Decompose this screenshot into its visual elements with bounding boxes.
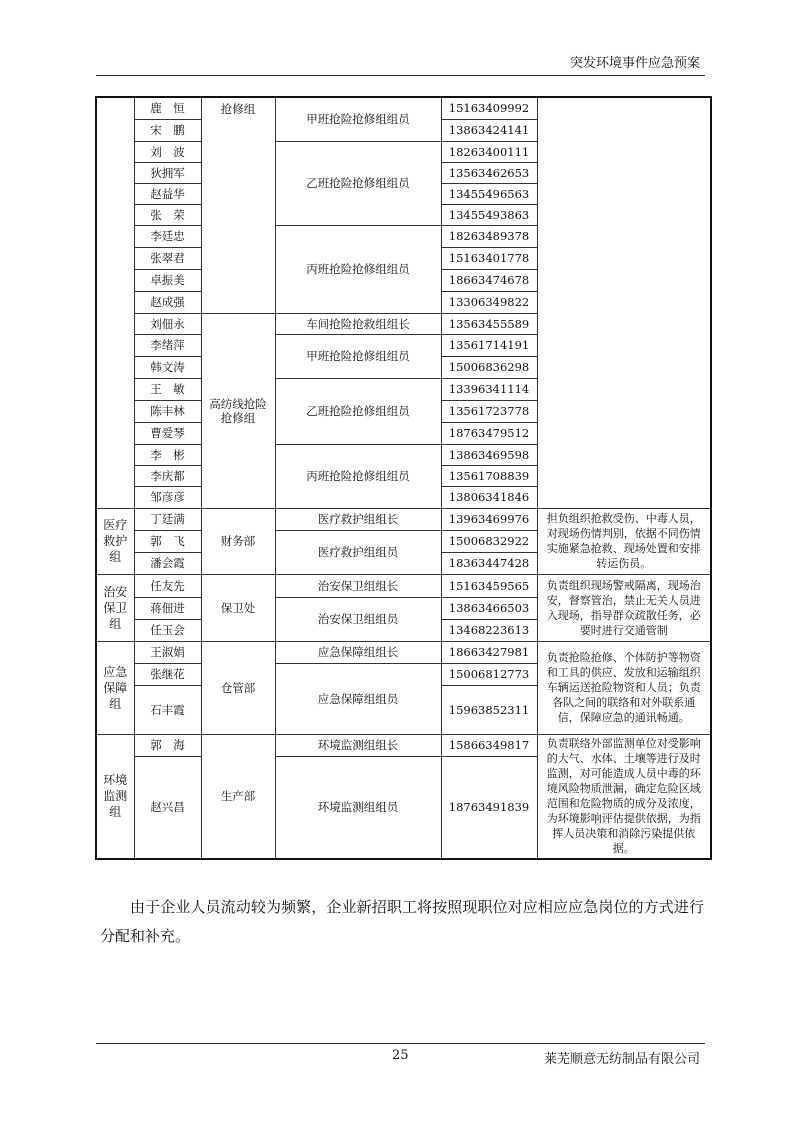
position-cell: 甲班抢险抢修组组员 [275, 334, 441, 378]
member-name: 鹿 恒 [134, 97, 201, 119]
member-name: 张 荣 [134, 204, 201, 225]
department-cell: 仓管部 [201, 641, 275, 734]
position-cell: 车间抢险抢救组组长 [275, 313, 441, 334]
member-name: 潘会霞 [134, 552, 201, 574]
member-name: 刘 波 [134, 141, 201, 162]
member-phone: 13963469976 [441, 508, 537, 530]
member-name: 王淑娟 [134, 641, 201, 663]
member-name: 李庆都 [134, 465, 201, 486]
position-cell: 环境监测组组员 [275, 756, 441, 859]
page-number: 25 [392, 1048, 409, 1063]
member-name: 邹彦彦 [134, 486, 201, 508]
position-cell: 丙班抢险抢修组组员 [275, 444, 441, 508]
member-phone: 18663474678 [441, 269, 537, 291]
member-name: 丁廷满 [134, 508, 201, 530]
position-cell: 甲班抢险抢修组组员 [275, 97, 441, 141]
member-phone: 18363447428 [441, 552, 537, 574]
member-phone: 13468223613 [441, 619, 537, 641]
member-phone: 18763491839 [441, 756, 537, 859]
header-title: 突发环境事件应急预案 [569, 56, 700, 71]
member-name: 狄拥军 [134, 162, 201, 183]
member-name: 陈丰林 [134, 400, 201, 422]
duty-cell-security: 负责组织现场警戒隔离，现场治安，督察管治，禁止无关人员进入现场，指导群众疏散任务，必要时进行交通管制 [537, 574, 711, 641]
member-phone: 13863469598 [441, 444, 537, 465]
body-paragraph: 由于企业人员流动较为频繁，企业新招职工将按照现职位对应相应应急岗位的方式进行分配和补充。 [100, 898, 704, 945]
member-name: 曹爱琴 [134, 422, 201, 444]
duty-cell-repair-continued [537, 97, 711, 508]
member-phone: 15163409992 [441, 97, 537, 119]
member-phone: 13563455589 [441, 313, 537, 334]
header-divider [96, 75, 705, 76]
position-cell: 应急保障组组员 [275, 663, 441, 734]
emergency-roster-table [95, 96, 712, 860]
duty-cell-medical: 担负组织抢救受伤、中毒人员，对现场伤情判别，依据不同伤情实施紧急抢救、现场处置和安排转运伤员。 [537, 508, 711, 574]
group-cell-logistics: 应急保障组 [96, 641, 134, 734]
member-phone: 13561708839 [441, 465, 537, 486]
member-phone: 15006812773 [441, 663, 537, 685]
group-cell-security: 治安保卫组 [96, 574, 134, 641]
position-cell: 乙班抢险抢修组组员 [275, 141, 441, 225]
position-cell: 丙班抢险抢修组组员 [275, 225, 441, 313]
position-cell: 治安保卫组组员 [275, 597, 441, 641]
duty-cell-env-monitor: 负责联络外部监测单位对受影响的大气、水体、土壤等进行及时监测，对可能造成人员中毒的环境风险物质泄漏，确定危险区域范围和危险物质的成分及浓度，为环境影响评估提供依据，为指挥人员决策和消除污染提供依据。 [537, 734, 711, 859]
member-name: 王 敏 [134, 378, 201, 400]
member-name: 任友先 [134, 574, 201, 597]
member-name: 石丰霞 [134, 685, 201, 734]
member-phone: 13396341114 [441, 378, 537, 400]
duty-cell-logistics: 负责抢险抢修、个体防护等物资和工具的供应、发放和运输组织车辆运送抢险物资和人员；负责各队之间的联络和对外联系通信，保障应急的通讯畅通。 [537, 641, 711, 734]
department-cell: 高纺线抢险抢修组 [201, 313, 275, 508]
member-phone: 18263489378 [441, 225, 537, 247]
position-cell: 医疗救护组组长 [275, 508, 441, 530]
member-phone: 13455496563 [441, 183, 537, 204]
member-name: 李绪萍 [134, 334, 201, 356]
member-phone: 13563462653 [441, 162, 537, 183]
member-phone: 13863466503 [441, 597, 537, 619]
member-phone: 15963852311 [441, 685, 537, 734]
department-cell: 保卫处 [201, 574, 275, 641]
member-name: 赵益华 [134, 183, 201, 204]
member-phone: 13863424141 [441, 119, 537, 141]
member-name: 张翠君 [134, 247, 201, 269]
position-cell: 医疗救护组组员 [275, 530, 441, 574]
member-name: 张继花 [134, 663, 201, 685]
footer-divider [96, 1043, 705, 1044]
member-name: 赵兴昌 [134, 756, 201, 859]
member-phone: 13561714191 [441, 334, 537, 356]
position-cell: 治安保卫组组长 [275, 574, 441, 597]
member-name: 韩文涛 [134, 356, 201, 378]
department-cell: 财务部 [201, 508, 275, 574]
member-name: 李 彬 [134, 444, 201, 465]
position-cell: 应急保障组组长 [275, 641, 441, 663]
member-phone: 15006832922 [441, 530, 537, 552]
member-name: 宋 鹏 [134, 119, 201, 141]
member-name: 郭 飞 [134, 530, 201, 552]
position-cell: 乙班抢险抢修组组员 [275, 378, 441, 444]
department-cell: 抢修组 [201, 97, 275, 313]
department-cell: 生产部 [201, 734, 275, 859]
member-phone: 13561723778 [441, 400, 537, 422]
member-phone: 18763479512 [441, 422, 537, 444]
member-phone: 15163459565 [441, 574, 537, 597]
member-name: 赵成强 [134, 291, 201, 313]
member-name: 李廷忠 [134, 225, 201, 247]
member-phone: 15006836298 [441, 356, 537, 378]
group-cell-env-monitor: 环境监测组 [96, 734, 134, 859]
member-name: 蒋佃进 [134, 597, 201, 619]
member-phone: 18263400111 [441, 141, 537, 162]
member-phone: 13455493863 [441, 204, 537, 225]
member-name: 卓振美 [134, 269, 201, 291]
group-cell-medical: 医疗救护组 [96, 508, 134, 574]
group-cell-repair-continued [96, 97, 134, 508]
member-phone: 13806341846 [441, 486, 537, 508]
member-phone: 15866349817 [441, 734, 537, 756]
member-phone: 13306349822 [441, 291, 537, 313]
member-name: 郭 海 [134, 734, 201, 756]
footer-company: 莱芜顺意无纺制品有限公司 [543, 1052, 700, 1067]
member-phone: 15163401778 [441, 247, 537, 269]
member-name: 任玉会 [134, 619, 201, 641]
member-phone: 18663427981 [441, 641, 537, 663]
position-cell: 环境监测组组长 [275, 734, 441, 756]
member-name: 刘佃永 [134, 313, 201, 334]
